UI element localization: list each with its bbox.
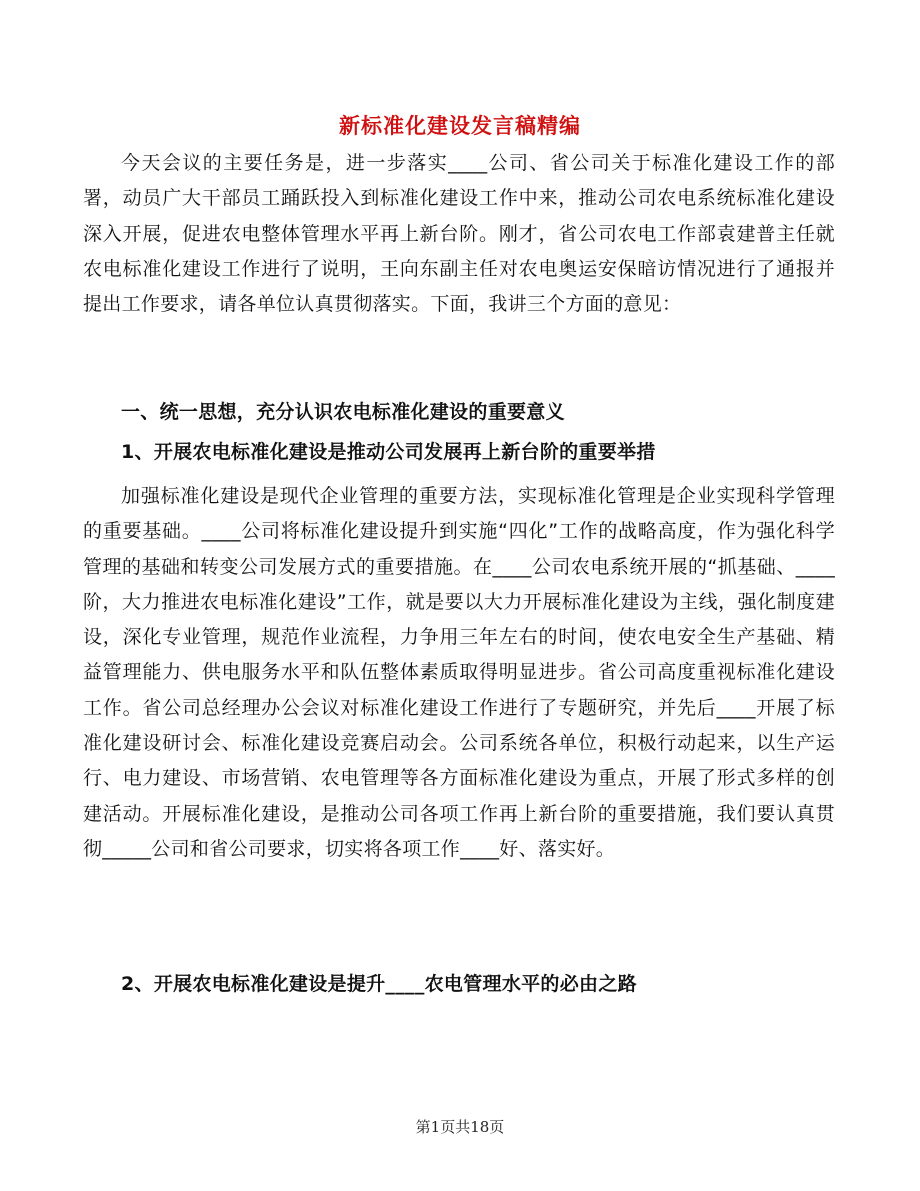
subsection-heading-2: 2、开展农电标准化建设是提升____农电管理水平的必由之路 [121, 973, 637, 995]
page-number: 第1页共18页 [415, 1118, 505, 1136]
subsection-heading-1: 1、开展农电标准化建设是推动公司发展再上新台阶的重要举措 [121, 441, 656, 463]
section-heading-1: 一、统一思想，充分认识农电标准化建设的重要意义 [121, 401, 565, 423]
document-title: 新标准化建设发言稿精编 [339, 114, 581, 138]
body-paragraph: 加强标准化建设是现代企业管理的重要方法，实现标准化管理是企业实现科学管理的重要基础。____公司将标准化建设提升到实施“四化”工作的战略高度，作为强化科学管理的基础和转变公司发展方式的重要措施。在____公司农电系统开展的“抓基础、____阶，大力推进农电标准化建设”工作，就是要以大力开展标准化建设为主线，强化制度建设，深化专业管理，规范作业流程，力争用三年左右的时间，使农电安全生产基础、精益管理能力、供电服务水平和队伍整体素质取得明显进步。省公司高度重视标准化建设工作。省公司总经理办公会议对标准化建设工作进行了专题研究，并先后____开展了标准化建设研讨会、标准化建设竞赛启动会。公司系统各单位，积极行动起来，以生产运行、电力建设、市场营销、农电管理等各方面标准化建设为重点，开展了形式多样的创建活动。开展标准化建设，是推动公司各项工作再上新台阶的重要措施，我们要认真贯彻_____公司和省公司要求，切实将各项工作____好、落实好。 [83, 485, 835, 860]
intro-paragraph: 今天会议的主要任务是，进一步落实____公司、省公司关于标准化建设工作的部署，动员广大干部员工踊跃投入到标准化建设工作中来，推动公司农电系统标准化建设深入开展，促进农电整体管理水平再上新台阶。刚才，省公司农电工作部袁建普主任就农电标准化建设工作进行了说明，王向东副主任对农电奥运安保暗访情况进行了通报并提出工作要求，请各单位认真贯彻落实。下面，我讲三个方面的意见： [83, 152, 835, 316]
